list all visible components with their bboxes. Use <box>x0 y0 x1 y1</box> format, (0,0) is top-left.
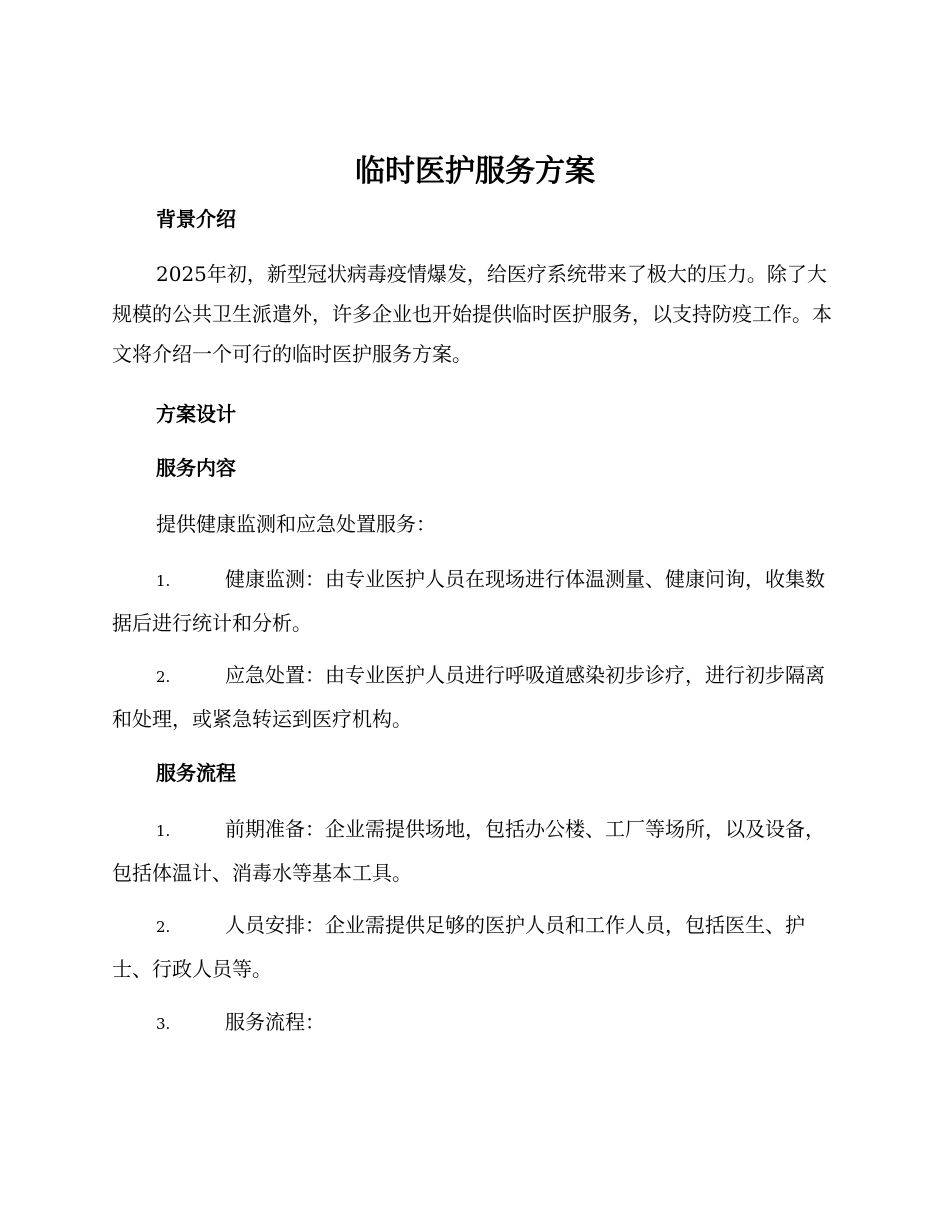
list-item <box>112 558 834 644</box>
list-item-number: 1. <box>156 572 171 590</box>
list-item-number: 2. <box>156 918 171 936</box>
list-item-number: 1. <box>156 822 171 840</box>
list-item-number: 3. <box>156 1015 171 1033</box>
heading-service-process: 服务流程 <box>156 761 236 785</box>
heading-design: 方案设计 <box>156 402 236 426</box>
list-item-text: 服务流程： <box>225 1010 325 1034</box>
list-item-text: 健康监测：由专业医护人员在现场进行体温测量、健康问询，收集数据后进行统计和分析。 <box>112 567 825 635</box>
heading-service-content: 服务内容 <box>156 456 236 480</box>
list-item <box>112 808 834 894</box>
list-item-text: 应急处置：由专业医护人员进行呼吸道感染初步诊疗，进行初步隔离和处理，或紧急转运到医疗机构。 <box>112 663 825 731</box>
list-item <box>112 904 834 990</box>
paragraph-content-intro: 提供健康监测和应急处置服务： <box>156 512 436 536</box>
list-item-text: 人员安排：企业需提供足够的医护人员和工作人员，包括医生、护士、行政人员等。 <box>112 913 805 981</box>
heading-background: 背景介绍 <box>156 207 236 231</box>
list-item <box>112 1001 834 1045</box>
document-title: 临时医护服务方案 <box>355 154 595 189</box>
list-item-number: 2. <box>156 668 171 686</box>
list-item <box>112 654 834 740</box>
list-item-text: 前期准备：企业需提供场地，包括办公楼、工厂等场所，以及设备，包括体温计、消毒水等基本工具。 <box>112 817 825 885</box>
paragraph-background: 2025年初，新型冠状病毒疫情爆发，给医疗系统带来了极大的压力。除了大规模的公共卫生派遣外，许多企业也开始提供临时医护服务，以支持防疫工作。本文将介绍一个可行的临时医护服务方案。 <box>112 262 832 366</box>
